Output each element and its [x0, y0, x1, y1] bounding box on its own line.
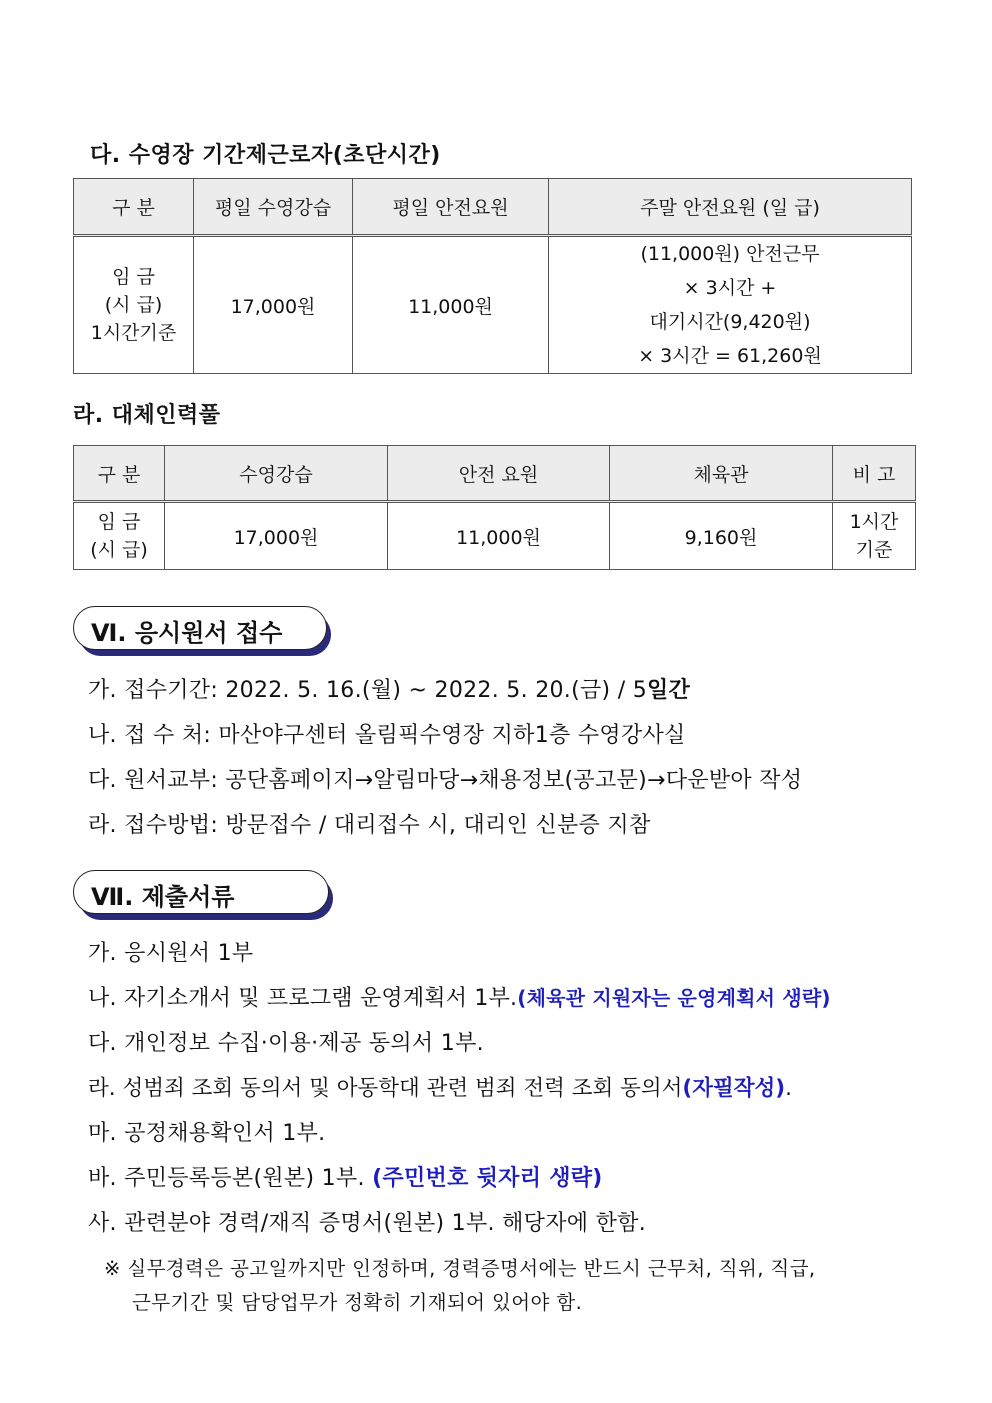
pool-worker-wage-table — [73, 178, 912, 374]
weekend-safety-wage: (11,000원) 안전근무 × 3시간 + 대기시간(9,420원) × 3시간 = 61,260원 — [549, 236, 912, 374]
header-weekend-safety: 주말 안전요원 (일 급) — [549, 179, 912, 236]
application-method: 라. 접수방법: 방문접수 / 대리접수 시, 대리인 신분증 지참 — [88, 813, 651, 838]
gym-wage: 9,160원 — [610, 502, 833, 570]
banner-label: Ⅶ. 제출서류 — [91, 883, 235, 911]
header-note: 비 고 — [833, 446, 916, 502]
application-location: 나. 접 수 처: 마산야구센터 올림픽수영장 지하1층 수영강사실 — [88, 723, 686, 748]
header-category: 구 분 — [74, 446, 165, 502]
document-item: 다. 개인정보 수집·이용·제공 동의서 1부. — [88, 1031, 484, 1056]
section-title-pool-worker: 다. 수영장 기간제근로자(초단시간) — [90, 143, 441, 168]
header-category: 구 분 — [74, 179, 194, 236]
document-item: 바. 주민등록등본(원본) 1부. (주민번호 뒷자리 생략) — [88, 1166, 603, 1191]
document-item: 가. 응시원서 1부 — [88, 941, 254, 966]
row-label-wage: 임 금 (시 급) — [74, 502, 165, 570]
experience-note-line-1: ※ 실무경력은 공고일까지만 인정하며, 경력증명서에는 반드시 근무처, 직위, 직급, — [104, 1257, 816, 1280]
application-form-distribution: 다. 원서교부: 공단홈페이지→알림마당→채용정보(공고문)→다운받아 작성 — [88, 768, 803, 793]
document-item: 사. 관련분야 경력/재직 증명서(원본) 1부. 해당자에 한함. — [88, 1211, 647, 1236]
header-gym: 체육관 — [610, 446, 833, 502]
note-cell: 1시간 기준 — [833, 502, 916, 570]
section-banner-documents — [73, 870, 329, 914]
substitute-pool-table — [73, 445, 916, 570]
weekday-safety-wage: 11,000원 — [353, 236, 549, 374]
weekday-lesson-wage: 17,000원 — [194, 236, 353, 374]
lesson-wage: 17,000원 — [165, 502, 388, 570]
header-weekday-safety: 평일 안전요원 — [353, 179, 549, 236]
section-title-substitute-pool: 라. 대체인력풀 — [73, 403, 221, 428]
section-banner-application — [73, 606, 327, 650]
document-item: 마. 공정채용확인서 1부. — [88, 1121, 326, 1146]
row-label-wage: 임 금 (시 급) 1시간기준 — [74, 236, 194, 374]
header-safety: 안전 요원 — [388, 446, 610, 502]
document-item: 나. 자기소개서 및 프로그램 운영계획서 1부.(체육관 지원자는 운영계획서 생략) — [88, 986, 831, 1011]
header-weekday-lesson: 평일 수영강습 — [194, 179, 353, 236]
document-item: 라. 성범죄 조회 동의서 및 아동학대 관련 범죄 전력 조회 동의서(자필작성). — [88, 1076, 792, 1101]
application-period: 가. 접수기간: 2022. 5. 16.(월) ~ 2022. 5. 20.(금) / 5일간 — [88, 678, 691, 703]
header-lesson: 수영강습 — [165, 446, 388, 502]
experience-note-line-2: 근무기간 및 담당업무가 정확히 기재되어 있어야 함. — [132, 1291, 583, 1314]
safety-wage: 11,000원 — [388, 502, 610, 570]
banner-label: Ⅵ. 응시원서 접수 — [91, 619, 283, 647]
